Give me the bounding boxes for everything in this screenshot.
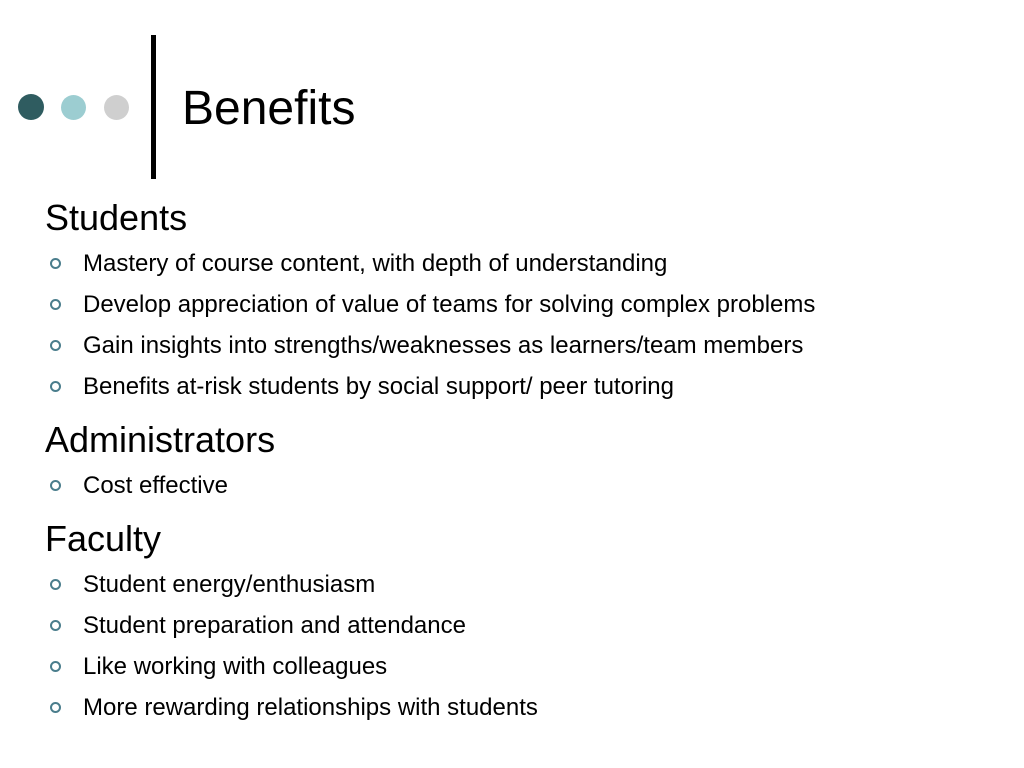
bullet-item — [45, 605, 1005, 646]
title-divider-rule — [151, 35, 156, 179]
decorative-dot-teal — [61, 95, 86, 120]
section-students — [45, 193, 1005, 407]
bullet-text: Develop appreciation of value of teams for solving complex problems — [83, 291, 816, 318]
bullet-text: Cost effective — [83, 472, 228, 499]
circle-bullet-icon — [50, 258, 61, 269]
bullet-item — [45, 284, 1005, 325]
bullet-text: Like working with colleagues — [83, 653, 388, 680]
bullet-list — [45, 564, 1005, 728]
section-heading: Administrators — [45, 419, 276, 460]
slide-content — [45, 193, 1005, 728]
section-heading: Students — [45, 197, 188, 238]
bullet-item — [45, 243, 1005, 284]
bullet-item — [45, 366, 1005, 407]
bullet-text: Benefits at-risk students by social support/ peer tutoring — [83, 373, 674, 400]
circle-bullet-icon — [50, 620, 61, 631]
circle-bullet-icon — [50, 340, 61, 351]
bullet-text: More rewarding relationships with students — [83, 694, 538, 721]
bullet-list — [45, 465, 1005, 506]
section-administrators — [45, 415, 1005, 506]
section-faculty — [45, 514, 1005, 728]
section-heading: Faculty — [45, 518, 162, 559]
circle-bullet-icon — [50, 579, 61, 590]
bullet-item — [45, 646, 1005, 687]
circle-bullet-icon — [50, 661, 61, 672]
slide-title: Benefits — [182, 82, 356, 135]
circle-bullet-icon — [50, 480, 61, 491]
decorative-dot-gray — [104, 95, 129, 120]
circle-bullet-icon — [50, 381, 61, 392]
bullet-text: Student preparation and attendance — [83, 612, 466, 639]
circle-bullet-icon — [50, 702, 61, 713]
bullet-item — [45, 325, 1005, 366]
bullet-item — [45, 564, 1005, 605]
decorative-dot-dark — [18, 94, 44, 120]
circle-bullet-icon — [50, 299, 61, 310]
bullet-item — [45, 687, 1005, 728]
bullet-item — [45, 465, 1005, 506]
bullet-text: Gain insights into strengths/weaknesses as learners/team members — [83, 332, 804, 359]
bullet-list — [45, 243, 1005, 407]
bullet-text: Student energy/enthusiasm — [83, 571, 376, 598]
bullet-text: Mastery of course content, with depth of understanding — [83, 250, 668, 277]
